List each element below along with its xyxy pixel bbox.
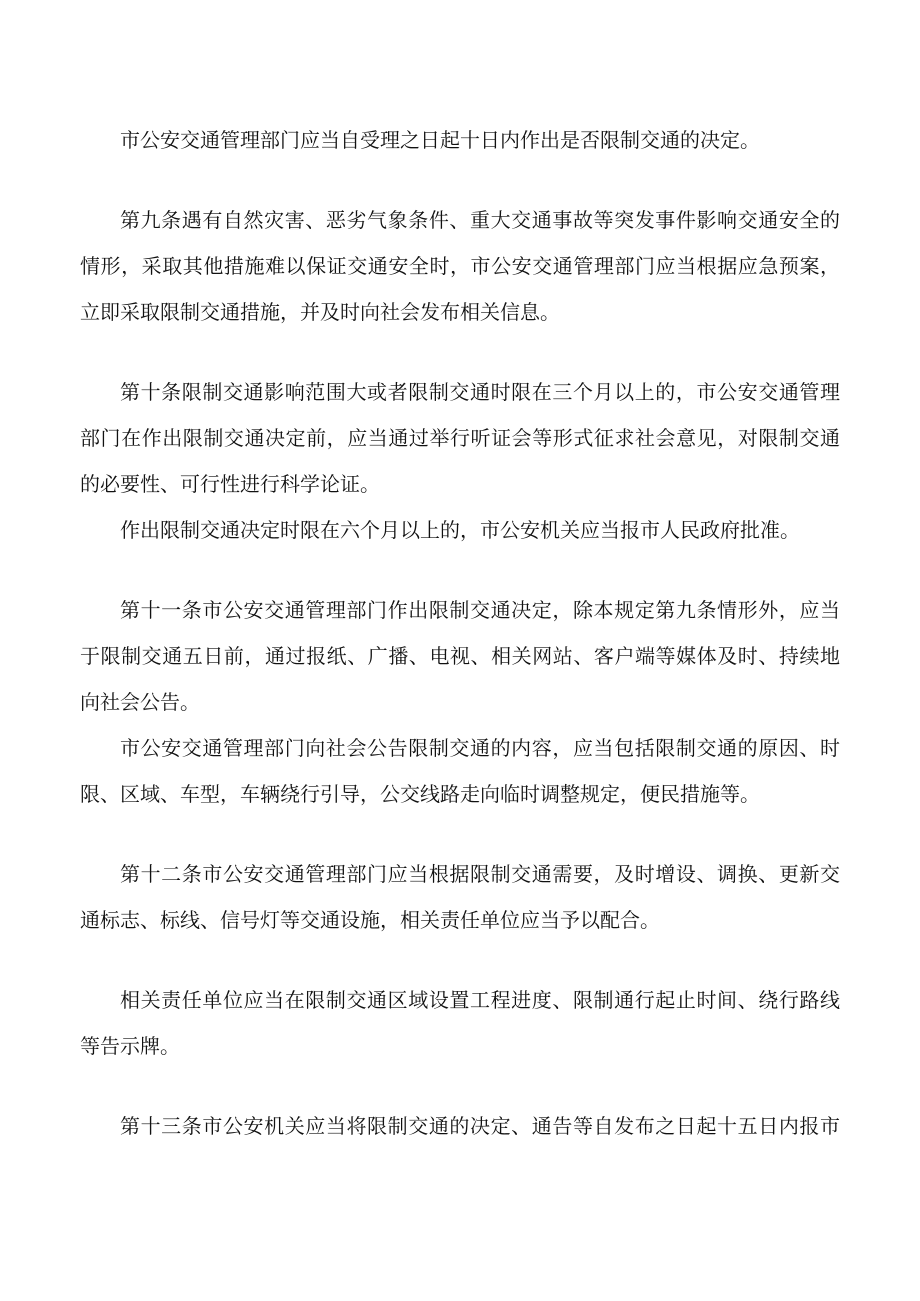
- article-11-line: 限、区域、车型，车辆绕行引导，公交线路走向临时调整规定，便民措施等。: [80, 782, 760, 806]
- article-9-line: 情形，采取其他措施难以保证交通安全时，市公安交通管理部门应当根据应急预案，: [80, 254, 840, 278]
- article-10-line: 的必要性、可行性进行科学论证。: [80, 472, 380, 496]
- article-9-line: 第九条遇有自然灾害、恶劣气象条件、重大交通事故等突发事件影响交通安全的: [120, 208, 840, 232]
- paragraph-line: 等告示牌。: [80, 1034, 180, 1058]
- paragraph-line: 相关责任单位应当在限制交通区域设置工程进度、限制通行起止时间、绕行路线: [120, 988, 840, 1012]
- article-10-line: 作出限制交通决定时限在六个月以上的，市公安机关应当报市人民政府批准。: [120, 518, 800, 542]
- article-11-line: 第十一条市公安交通管理部门作出限制交通决定，除本规定第九条情形外，应当: [120, 598, 840, 622]
- article-10-line: 第十条限制交通影响范围大或者限制交通时限在三个月以上的，市公安交通管理: [120, 380, 840, 404]
- article-9-line: 立即采取限制交通措施，并及时向社会发布相关信息。: [80, 300, 560, 324]
- article-10-line: 部门在作出限制交通决定前，应当通过举行听证会等形式征求社会意见，对限制交通: [80, 426, 840, 450]
- article-11-line: 向社会公告。: [80, 690, 200, 714]
- article-13-line: 第十三条市公安机关应当将限制交通的决定、通告等自发布之日起十五日内报市: [120, 1114, 840, 1138]
- paragraph-line: 市公安交通管理部门应当自受理之日起十日内作出是否限制交通的决定。: [120, 128, 760, 152]
- article-12-line: 通标志、标线、信号灯等交通设施，相关责任单位应当予以配合。: [80, 908, 660, 932]
- article-11-line: 市公安交通管理部门向社会公告限制交通的内容，应当包括限制交通的原因、时: [120, 736, 840, 760]
- article-12-line: 第十二条市公安交通管理部门应当根据限制交通需要，及时增设、调换、更新交: [120, 862, 840, 886]
- article-11-line: 于限制交通五日前，通过报纸、广播、电视、相关网站、客户端等媒体及时、持续地: [80, 644, 840, 668]
